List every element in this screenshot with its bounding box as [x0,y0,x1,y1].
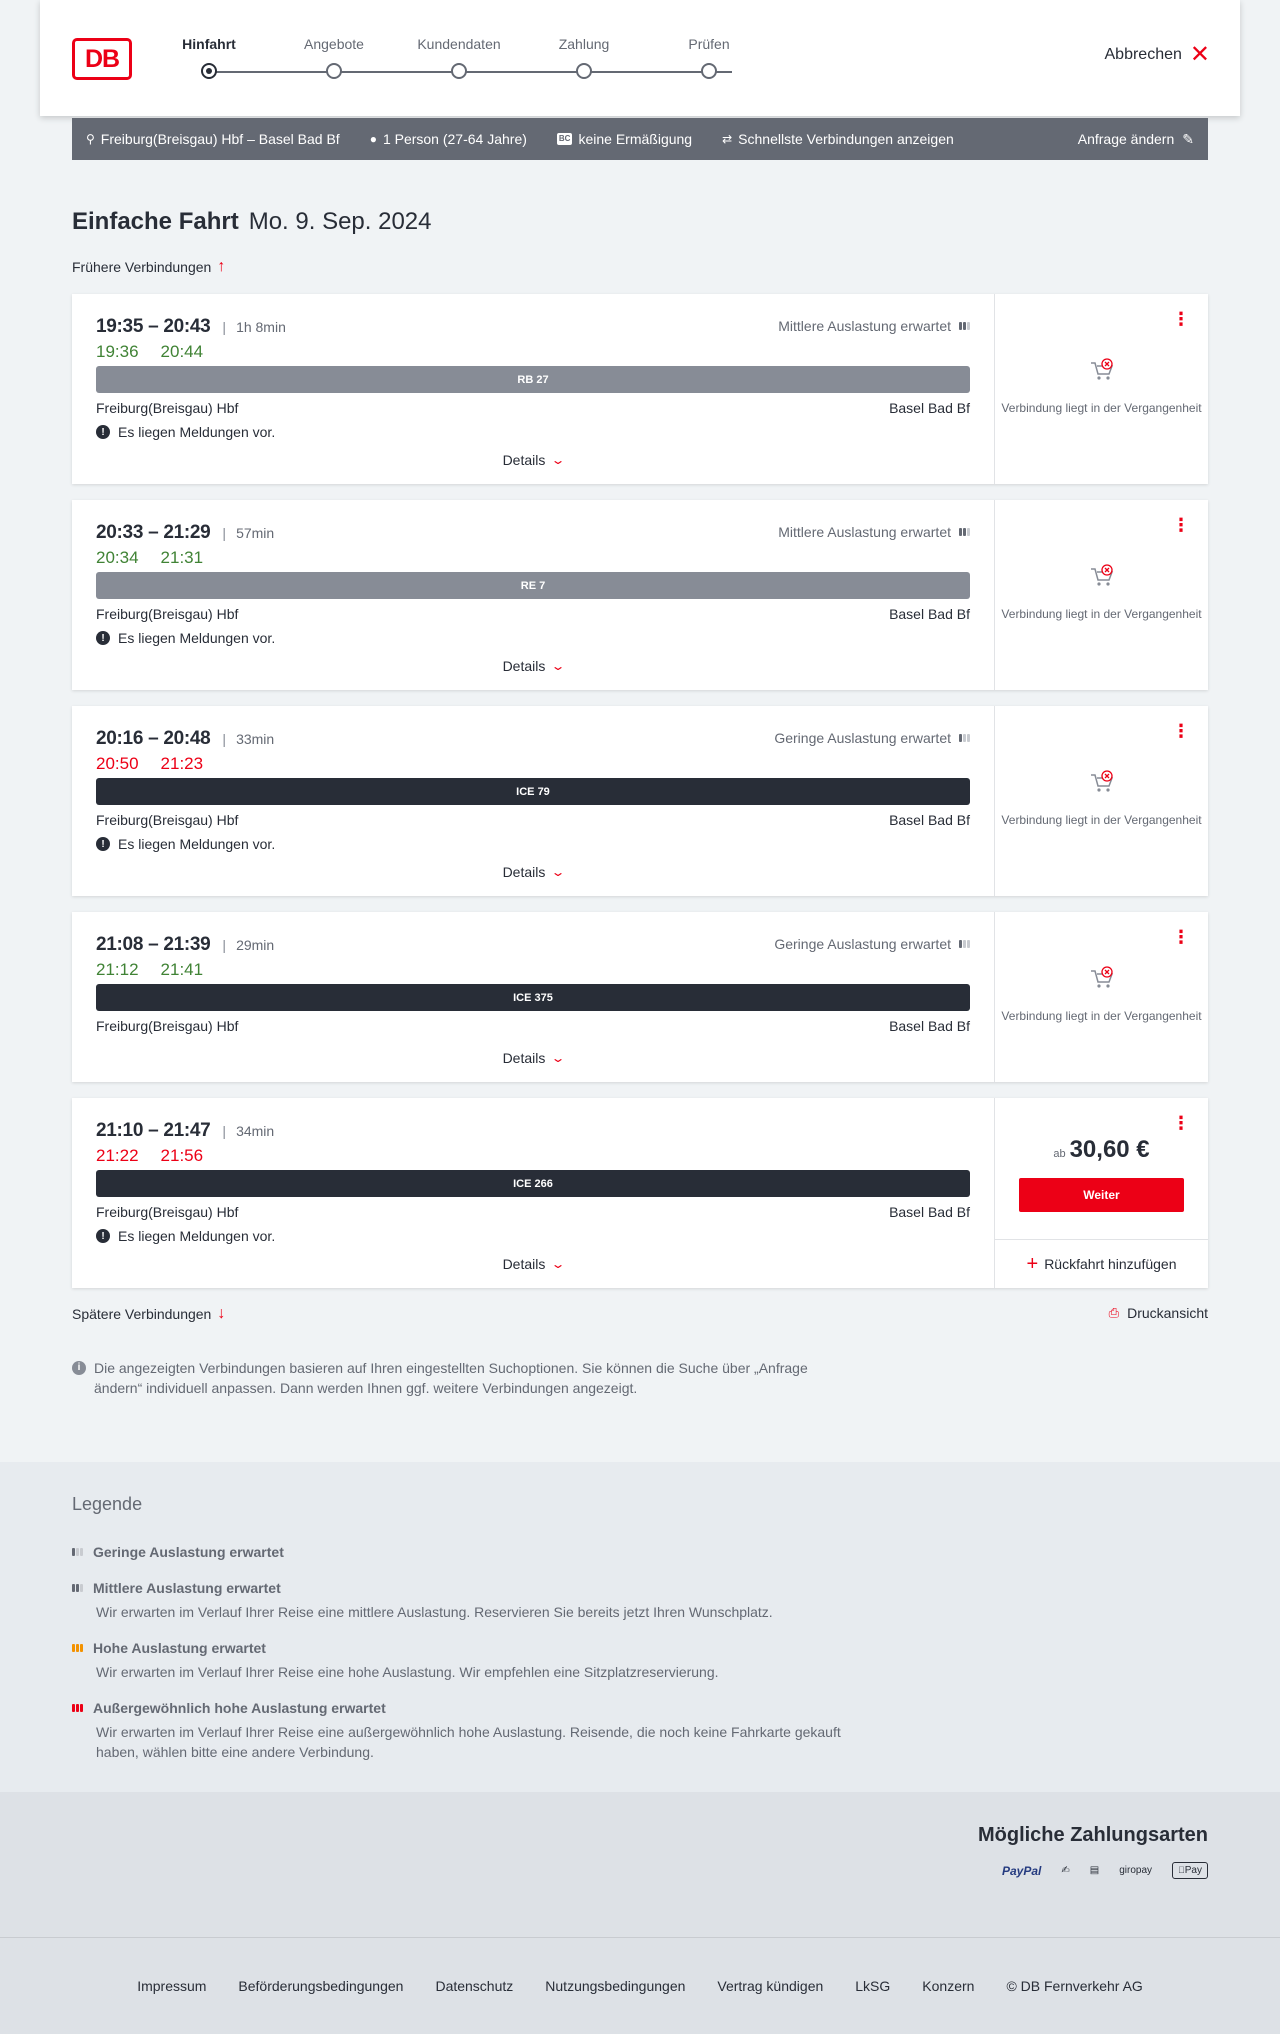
step-label: Kundendaten [417,36,501,52]
messages-notice [96,1228,275,1244]
arrival-station: Basel Bad Bf [889,606,970,622]
arrow-down-icon: ↓ [217,1305,226,1322]
stations [96,812,970,828]
realtime-times [96,342,225,362]
occupancy-low-icon [959,940,970,948]
separator: | [222,937,227,953]
step-pruefen [649,36,769,79]
duration: 57min [236,525,275,541]
realtime-times [96,754,225,774]
separator: | [222,1123,227,1139]
train-bar[interactable]: RB 27 [96,366,970,393]
messages-notice [96,630,275,646]
realtime-arrival: 20:44 [160,342,204,361]
duration: 34min [236,1123,275,1139]
chevron-down-icon: ⌄ [550,865,566,879]
step-hinfahrt [149,36,269,79]
occupancy-text: Geringe Auslastung erwartet [774,936,951,952]
details-toggle[interactable] [72,1256,994,1272]
planned-time: 20:33 – 21:29 [96,522,211,543]
realtime-arrival: 21:31 [160,548,204,567]
train-bar[interactable]: ICE 79 [96,778,970,805]
pencil-icon: ✎ [1182,130,1194,147]
step-dot [451,63,467,79]
details-label: Details [502,452,546,468]
payment-methods-section [0,1792,1280,1938]
details-label: Details [502,864,546,880]
realtime-times [96,548,225,568]
price-prefix: ab [1053,1148,1066,1160]
exclamation-icon: ! [96,837,110,851]
apple-pay-icon [1172,1862,1208,1879]
continue-button[interactable]: Weiter [1019,1178,1184,1212]
cart-unavailable-icon [1088,964,1116,992]
occupancy-medium-icon [959,322,970,330]
separator: | [222,525,227,541]
realtime-times [96,960,225,980]
occupancy-text: Mittlere Auslastung erwartet [778,318,951,334]
occupancy-info [774,730,970,746]
page-title [72,208,432,236]
bahncard-icon: BC [558,134,571,143]
realtime-departure: 21:12 [96,960,139,979]
legend-item-low [72,1544,872,1560]
occupancy-low-icon [959,734,970,742]
arrow-up-icon: ↑ [217,258,226,275]
departure-station: Freiburg(Breisgau) Hbf [96,1018,239,1034]
payment-icons [1002,1862,1208,1879]
offer-panel [994,912,1208,1082]
chevron-down-icon: ⌄ [550,453,566,467]
past-connection-text: Verbindung liegt in der Vergangenheit [1001,1009,1202,1023]
info-icon: i [72,1361,86,1375]
credit-card-icon: ✍ [1061,1865,1070,1876]
arrival-station: Basel Bad Bf [889,1204,970,1220]
location-pin-icon: ⚲ [86,132,95,146]
train-bar[interactable]: ICE 266 [96,1170,970,1197]
stations [96,1204,970,1220]
earlier-connections-link[interactable] [72,258,225,276]
db-logo[interactable]: DB [72,38,132,80]
edit-search-label: Anfrage ändern [1077,131,1175,147]
legend-desc: Wir erwarten im Verlauf Ihrer Reise eine mittlere Auslastung. Reservieren Sie bereits jetzt Ihren Wunschplatz. [96,1604,773,1620]
separator: | [222,731,227,747]
more-options-icon[interactable]: ⋮ [1172,927,1190,947]
search-fastest [722,131,954,147]
connection-card[interactable] [72,912,1208,1082]
chevron-down-icon: ⌄ [550,659,566,673]
route-text: Freiburg(Breisgau) Hbf – Basel Bad Bf [100,131,340,147]
exclamation-icon: ! [96,1229,110,1243]
legend-head: Mittlere Auslastung erwartet [93,1580,281,1596]
realtime-arrival: 21:23 [160,754,204,773]
planned-times [96,522,274,544]
occupancy-info [778,318,970,334]
departure-station: Freiburg(Breisgau) Hbf [96,606,239,622]
legend-head: Außergewöhnlich hohe Auslastung erwartet [93,1700,386,1716]
planned-times [96,934,274,956]
realtime-departure: 20:50 [96,754,139,773]
cancel-label: Abbrechen [1104,46,1182,63]
connection-main [72,500,994,690]
train-bar[interactable]: ICE 375 [96,984,970,1011]
payment-title: Mögliche Zahlungsarten [977,1824,1208,1846]
occupancy-medium-icon [959,528,970,536]
train-bar[interactable]: RE 7 [96,572,970,599]
step-label: Angebote [304,36,364,52]
stations [96,400,970,416]
step-label: Hinfahrt [182,36,236,52]
footer-link-datenschutz[interactable]: Datenschutz [435,1978,514,1994]
message-text: Es liegen Meldungen vor. [118,630,276,646]
message-text: Es liegen Meldungen vor. [118,1228,276,1244]
departure-station: Freiburg(Breisgau) Hbf [96,812,239,828]
footer-copyright: © DB Fernverkehr AG [1006,1978,1143,1994]
price [995,1136,1208,1164]
trip-date: Mo. 9. Sep. 2024 [248,208,432,235]
legend-desc: Wir erwarten im Verlauf Ihrer Reise eine hohe Auslastung. Wir empfehlen eine Sitzplatzreservierung. [96,1664,719,1680]
travellers-text: 1 Person (27-64 Jahre) [382,131,527,147]
edit-search-button[interactable] [1078,131,1194,148]
footer-link-befoerderungsbedingungen[interactable]: Beförderungsbedingungen [238,1978,404,1994]
fastest-text: Schnellste Verbindungen anzeigen [738,131,954,147]
connection-main [72,912,994,1082]
arrival-station: Basel Bad Bf [889,400,970,416]
details-label: Details [502,1050,546,1066]
paypal-icon: PayPal [1001,1863,1042,1878]
realtime-departure: 19:36 [96,342,139,361]
details-toggle[interactable] [72,864,994,880]
connection-main [72,706,994,896]
exclamation-icon: ! [96,425,110,439]
legend-desc: Wir erwarten im Verlauf Ihrer Reise eine außergewöhnlich hohe Auslastung. Reisende, die noch keine Fahrkarte gekauft haben, wählen bitte eine andere Verbindung. [96,1724,841,1760]
swap-arrows-icon: ⇄ [722,132,733,146]
planned-time: 19:35 – 20:43 [96,316,211,337]
search-travellers [370,131,527,147]
trip-type: Einfache Fahrt [72,208,239,235]
connection-card[interactable] [72,500,1208,690]
header [40,0,1240,116]
step-angebote [274,36,394,79]
planned-times [96,316,286,338]
past-connection-text: Verbindung liegt in der Vergangenheit [1001,607,1202,621]
occupancy-exceptional-icon [72,1704,83,1712]
duration: 33min [236,731,275,747]
planned-time: 21:08 – 21:39 [96,934,211,955]
details-toggle[interactable] [72,1050,994,1066]
message-text: Es liegen Meldungen vor. [118,836,276,852]
occupancy-text: Mittlere Auslastung erwartet [778,524,951,540]
step-dot [576,63,592,79]
occupancy-info [778,524,970,540]
add-return-button[interactable] [995,1239,1208,1288]
past-connection-text: Verbindung liegt in der Vergangenheit [1001,813,1202,827]
more-options-icon[interactable]: ⋮ [1172,515,1190,535]
print-view-link[interactable] [1109,1305,1208,1321]
add-return-label: Rückfahrt hinzufügen [1044,1256,1177,1272]
details-label: Details [502,658,546,674]
connection-card[interactable] [72,1098,1208,1288]
earlier-label: Frühere Verbindungen [72,259,212,275]
duration: 1h 8min [236,319,286,335]
details-label: Details [502,1256,546,1272]
stations [96,606,970,622]
realtime-departure: 20:34 [96,548,139,567]
cart-unavailable-icon [1088,768,1116,796]
offer-panel [994,706,1208,896]
search-route [86,131,340,147]
occupancy-high-icon [72,1644,83,1652]
step-label: Prüfen [688,36,730,52]
messages-notice [96,836,275,852]
step-kundendaten [399,36,519,79]
search-summary-bar [72,118,1208,160]
step-label: Zahlung [558,36,610,52]
departure-station: Freiburg(Breisgau) Hbf [96,400,239,416]
footer-link-konzern[interactable]: Konzern [922,1978,975,1994]
planned-times [96,1120,274,1142]
cancel-button[interactable] [1104,41,1211,68]
arrival-station: Basel Bad Bf [889,812,970,828]
search-info-note [72,1358,852,1398]
later-connections-link[interactable] [72,1305,225,1323]
realtime-times [96,1146,225,1166]
cart-unavailable-icon [1088,562,1116,590]
realtime-arrival: 21:56 [160,1146,204,1165]
info-text: Die angezeigten Verbindungen basieren auf Ihren eingestellten Suchoptionen. Sie können die Suche über „Anfrage ändern“ individuell anpassen. Dann werden Ihnen ggf. weitere Verbindungen angezeigt. [94,1360,808,1396]
connection-card[interactable] [72,294,1208,484]
offer-panel [994,1098,1208,1288]
message-text: Es liegen Meldungen vor. [118,424,276,440]
planned-time: 20:16 – 20:48 [96,728,211,749]
footer-link-nutzungsbedingungen[interactable]: Nutzungsbedingungen [545,1978,686,1994]
messages-notice [96,424,275,440]
footer-link-impressum[interactable]: Impressum [137,1978,207,1994]
realtime-departure: 21:22 [96,1146,139,1165]
connection-card[interactable] [72,706,1208,896]
giropay-icon: giropay [1119,1865,1153,1876]
planned-time: 21:10 – 21:47 [96,1120,211,1141]
footer [0,1938,1280,2034]
legend-item-medium [72,1580,872,1622]
details-toggle[interactable] [72,452,994,468]
separator: | [222,319,227,335]
legend-item-exceptional [72,1700,872,1762]
legend-section [0,1462,1280,1792]
departure-station: Freiburg(Breisgau) Hbf [96,1204,239,1220]
connection-main [72,294,994,484]
past-connection-text: Verbindung liegt in der Vergangenheit [1001,401,1202,415]
later-label: Spätere Verbindungen [72,1306,212,1322]
arrival-station: Basel Bad Bf [889,1018,970,1034]
step-dot [701,63,717,79]
apple-pay-label: Pay [1184,1865,1202,1876]
person-icon: ● [369,132,377,146]
duration: 29min [236,937,275,953]
occupancy-info [774,936,970,952]
more-options-icon[interactable]: ⋮ [1172,309,1190,329]
legend-head: Hohe Auslastung erwartet [93,1640,266,1656]
occupancy-text: Geringe Auslastung erwartet [774,730,951,746]
cart-unavailable-icon [1088,356,1116,384]
details-toggle[interactable] [72,658,994,674]
legend-item-high [72,1640,872,1682]
legend-title: Legende [72,1494,143,1514]
plus-icon: + [1026,1253,1039,1275]
sepa-icon: ▤ [1089,1865,1100,1876]
price-value: 30,60 € [1069,1136,1150,1163]
offer-panel [994,294,1208,484]
footer-link-lksg[interactable]: LkSG [855,1978,891,1994]
legend-head: Geringe Auslastung erwartet [93,1544,284,1560]
close-icon: ✕ [1189,41,1210,68]
realtime-arrival: 21:41 [160,960,204,979]
connection-main [72,1098,994,1288]
occupancy-low-icon [72,1548,83,1556]
search-discount [557,131,692,147]
more-options-icon[interactable]: ⋮ [1172,721,1190,741]
chevron-down-icon: ⌄ [550,1051,566,1065]
exclamation-icon: ! [96,631,110,645]
more-options-icon[interactable]: ⋮ [1172,1113,1190,1133]
step-dot [201,63,217,79]
print-label: Druckansicht [1127,1305,1208,1321]
planned-times [96,728,274,750]
offer-panel [994,500,1208,690]
step-dot [326,63,342,79]
discount-text: keine Ermäßigung [578,131,693,147]
chevron-down-icon: ⌄ [550,1257,566,1271]
printer-icon: ⎙ [1108,1305,1120,1320]
occupancy-medium-icon [72,1584,83,1592]
footer-link-vertrag-kuendigen[interactable]: Vertrag kündigen [717,1978,824,1994]
stations [96,1018,970,1034]
step-zahlung [524,36,644,79]
progress-stepper [182,36,782,86]
